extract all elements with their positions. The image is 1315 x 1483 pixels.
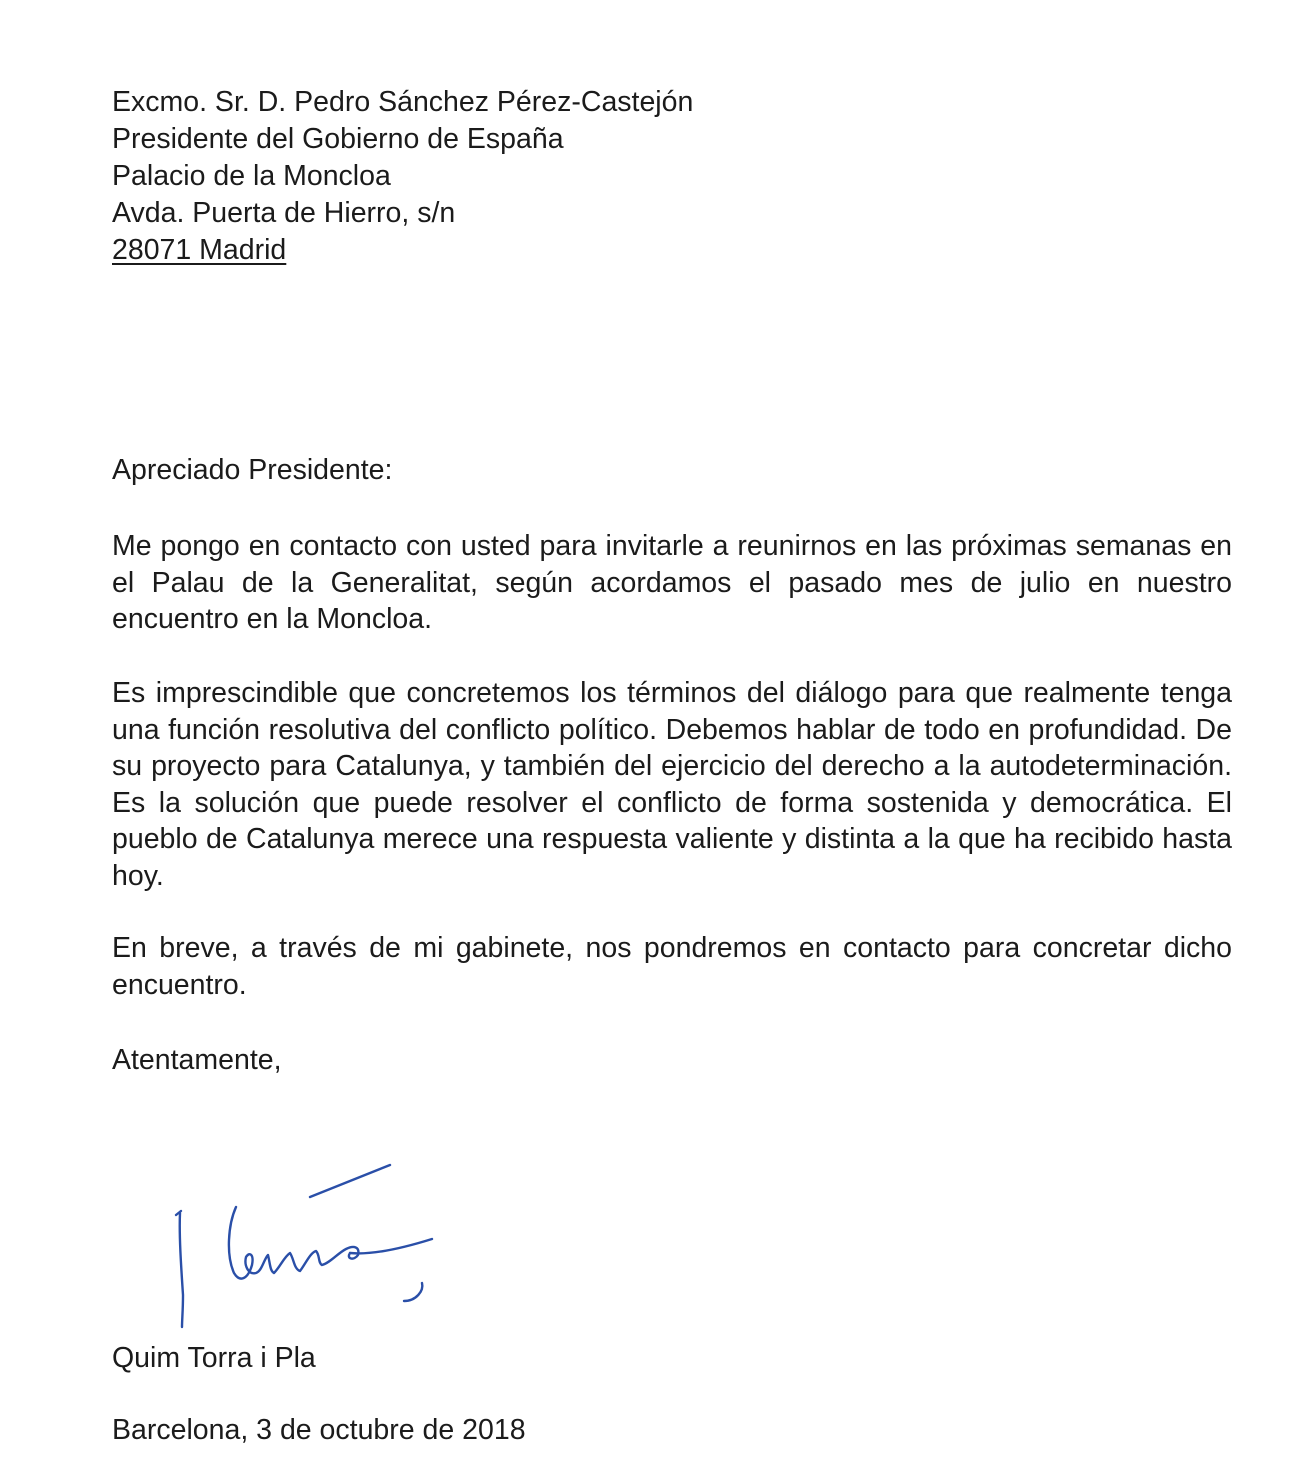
body-paragraph-1: Me pongo en contacto con usted para invitarle a reunirnos en las próximas semanas en el Palau de la Generalitat, según acordamos el pasado mes de julio en nuestro encuentro en la Moncloa. [112,530,1232,635]
signature-stroke [310,1165,390,1197]
signature-stroke [350,1239,432,1253]
place-and-date: Barcelona, 3 de octubre de 2018 [112,1414,526,1446]
salutation: Apreciado Presidente: [112,454,393,486]
recipient-address [112,84,693,269]
signature-stroke [229,1207,358,1279]
recipient-city: 28071 Madrid [112,234,287,266]
body-paragraph-3: En breve, a través de mi gabinete, nos pondremos en contacto para concretar dicho encuentro. [112,932,1232,1001]
signature-stroke [404,1283,422,1301]
recipient-building: Palacio de la Moncloa [112,160,391,192]
signer-name: Quim Torra i Pla [112,1342,316,1374]
signature-stroke [180,1213,183,1327]
handwritten-signature [150,1155,450,1335]
recipient-title: Presidente del Gobierno de España [112,123,564,155]
recipient-name: Excmo. Sr. D. Pedro Sánchez Pérez-Castejón [112,86,694,118]
closing: Atentamente, [112,1044,282,1076]
recipient-street: Avda. Puerta de Hierro, s/n [112,197,456,229]
body-paragraph-2: Es imprescindible que concretemos los términos del diálogo para que realmente tenga una función resolutiva del conflicto político. Debemos hablar de todo en profundidad. De su proyecto para Catalunya, y también del ejercicio del derecho a la autodeterminación. Es la solución que puede resolver el conflicto de forma sostenida y democrática. El pueblo de Catalunya merece una respuesta valiente y distinta a la que ha recibido hasta hoy. [112,677,1232,892]
